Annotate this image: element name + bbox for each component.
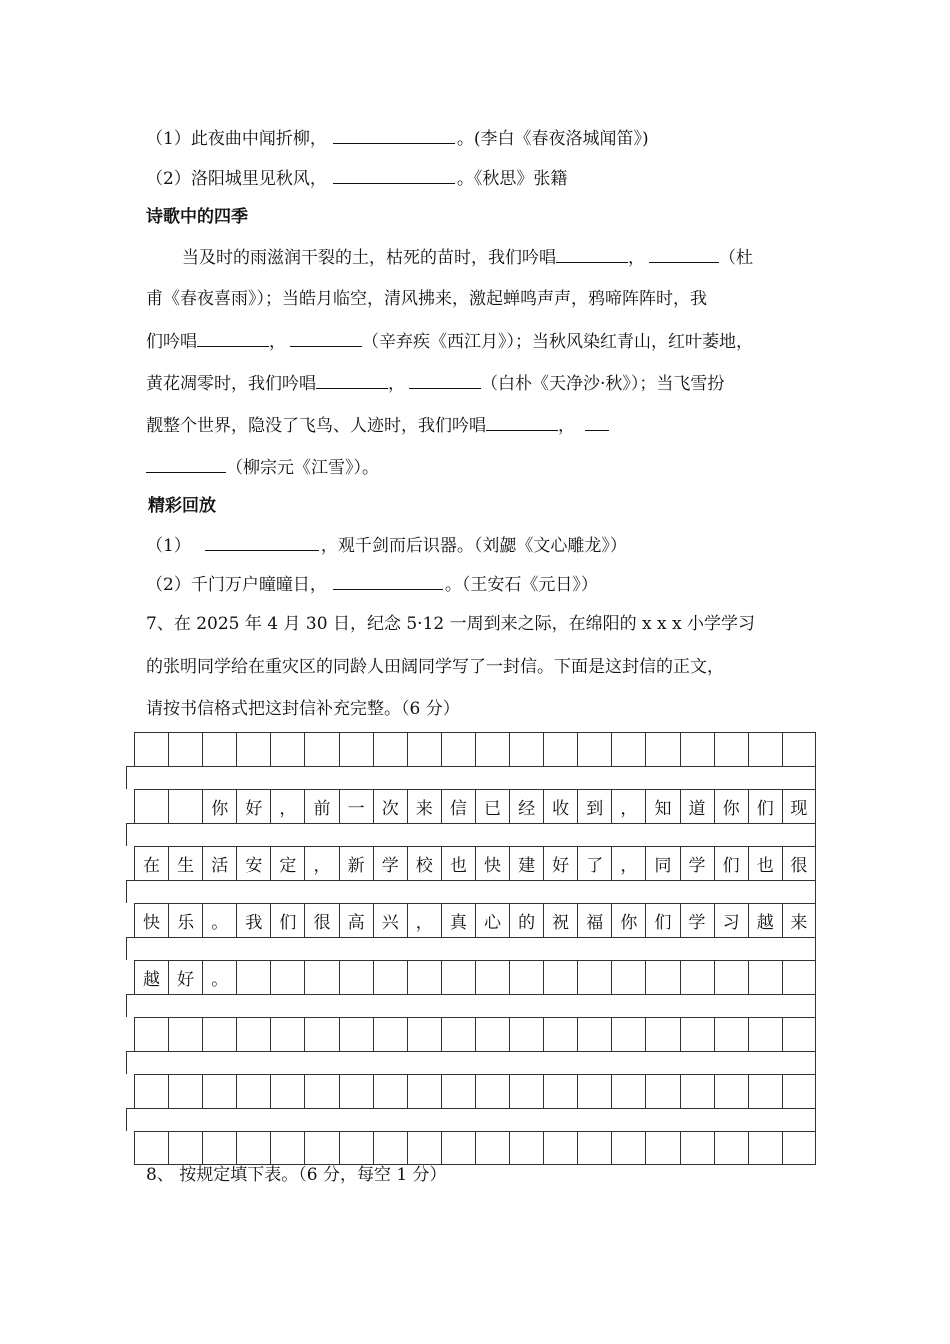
grid-cell[interactable]: [645, 732, 679, 766]
grid-cell[interactable]: [134, 789, 168, 823]
grid-cell[interactable]: [304, 960, 338, 994]
grid-cell[interactable]: [782, 732, 816, 766]
grid-cell[interactable]: [407, 960, 441, 994]
seasons-line-6: （柳宗元《江雪》）。: [146, 456, 379, 479]
grid-cell[interactable]: [680, 960, 714, 994]
answer-blank[interactable]: [585, 414, 609, 431]
grid-cell[interactable]: 的: [509, 903, 543, 937]
answer-blank[interactable]: [333, 573, 443, 590]
grid-cell[interactable]: [748, 1017, 782, 1051]
grid-cell[interactable]: [202, 1131, 236, 1165]
grid-cell[interactable]: [611, 960, 645, 994]
grid-cell[interactable]: ，: [611, 846, 645, 880]
grid-cell[interactable]: 好: [168, 960, 202, 994]
seasons-line-1: 当及时的雨滋润干裂的土，枯死的苗时，我们吟唱 ， （杜: [182, 248, 753, 268]
grid-row: [134, 789, 816, 823]
highlights-item-1: （1） ，观千剑而后识器。（刘勰《文心雕龙》）: [146, 536, 627, 556]
answer-blank[interactable]: [205, 534, 319, 551]
grid-cell[interactable]: [611, 1017, 645, 1051]
grid-cell[interactable]: 心: [475, 903, 509, 937]
grid-cell[interactable]: 生: [168, 846, 202, 880]
grid-cell[interactable]: 也: [441, 846, 475, 880]
grid-cell[interactable]: 乐: [168, 903, 202, 937]
answer-blank[interactable]: [333, 167, 455, 184]
grid-cell[interactable]: 已: [475, 789, 509, 823]
grid-cell[interactable]: [748, 1074, 782, 1108]
poem-fill-item-2-prefix: （2）洛阳城里见秋风，: [146, 169, 327, 189]
answer-blank[interactable]: [333, 127, 455, 144]
grid-cell[interactable]: [407, 732, 441, 766]
grid-cell[interactable]: 好: [543, 846, 577, 880]
grid-cell[interactable]: [270, 1074, 304, 1108]
grid-cell[interactable]: [236, 1131, 270, 1165]
grid-cell[interactable]: [714, 1131, 748, 1165]
grid-cell[interactable]: 经: [509, 789, 543, 823]
grid-cell[interactable]: [441, 1017, 475, 1051]
grid-cell[interactable]: 信: [441, 789, 475, 823]
grid-cell[interactable]: 了: [577, 846, 611, 880]
grid-cell[interactable]: [577, 1074, 611, 1108]
grid-cell[interactable]: 真: [441, 903, 475, 937]
grid-cell[interactable]: [509, 1017, 543, 1051]
grid-cell[interactable]: 来: [782, 903, 816, 937]
grid-cell[interactable]: ，: [304, 846, 338, 880]
grid-cell[interactable]: [339, 1131, 373, 1165]
grid-cell[interactable]: 。: [202, 903, 236, 937]
grid-cell[interactable]: [475, 960, 509, 994]
grid-cell[interactable]: [373, 960, 407, 994]
grid-cell[interactable]: [577, 1131, 611, 1165]
grid-cell[interactable]: [748, 960, 782, 994]
grid-cell[interactable]: 。: [202, 960, 236, 994]
answer-blank[interactable]: [409, 372, 481, 389]
grid-cell[interactable]: 好: [236, 789, 270, 823]
grid-cell[interactable]: 定: [270, 846, 304, 880]
grid-cell[interactable]: [236, 960, 270, 994]
grid-spacer-row: [126, 937, 816, 960]
grid-cell[interactable]: 也: [748, 846, 782, 880]
grid-cell[interactable]: [304, 732, 338, 766]
grid-cell[interactable]: [304, 1074, 338, 1108]
grid-cell[interactable]: 次: [373, 789, 407, 823]
answer-blank[interactable]: [197, 330, 269, 347]
grid-cell[interactable]: [543, 1131, 577, 1165]
poem-fill-item-2-source: 。《秋思》张籍: [456, 169, 568, 189]
poem-fill-item-1-prefix: （1）此夜曲中闻折柳，: [146, 129, 327, 149]
grid-row: [134, 1131, 816, 1165]
grid-cell[interactable]: 建: [509, 846, 543, 880]
grid-cell[interactable]: [475, 1074, 509, 1108]
grid-cell[interactable]: [373, 1131, 407, 1165]
grid-cell[interactable]: [270, 960, 304, 994]
grid-cell[interactable]: [339, 732, 373, 766]
highlights-item-2: （2）千门万户曈曈日， 。（王安石《元日》）: [146, 575, 598, 595]
grid-cell[interactable]: [509, 1074, 543, 1108]
letter-writing-grid: [134, 732, 816, 1165]
question-7-line-2: 的张明同学给在重灾区的同龄人田阔同学写了一封信。下面是这封信的正文，: [146, 657, 724, 677]
answer-blank[interactable]: [290, 330, 362, 347]
grid-cell[interactable]: [202, 1017, 236, 1051]
grid-cell[interactable]: 高: [339, 903, 373, 937]
grid-spacer-row: [126, 1051, 816, 1074]
grid-cell[interactable]: [577, 960, 611, 994]
grid-cell[interactable]: [134, 1017, 168, 1051]
grid-cell[interactable]: 你: [714, 789, 748, 823]
answer-blank[interactable]: [649, 246, 719, 263]
grid-cell[interactable]: [339, 1074, 373, 1108]
grid-row: [134, 960, 816, 994]
grid-cell[interactable]: [475, 1017, 509, 1051]
grid-cell[interactable]: [543, 960, 577, 994]
seasons-heading: 诗歌中的四季: [146, 207, 248, 227]
highlights-heading: 精彩回放: [148, 496, 216, 516]
grid-cell[interactable]: 学: [680, 903, 714, 937]
grid-cell[interactable]: [168, 789, 202, 823]
grid-cell[interactable]: [373, 1017, 407, 1051]
grid-cell[interactable]: 越: [748, 903, 782, 937]
grid-row: [134, 903, 816, 937]
grid-cell[interactable]: [645, 1017, 679, 1051]
grid-cell[interactable]: ，: [270, 789, 304, 823]
grid-cell[interactable]: [168, 732, 202, 766]
grid-cell[interactable]: [134, 1074, 168, 1108]
poem-fill-item-1-source: 。(李白《春夜洛城闻笛》): [456, 129, 649, 149]
grid-cell[interactable]: ，: [407, 903, 441, 937]
grid-cell[interactable]: 们: [748, 789, 782, 823]
grid-cell[interactable]: 安: [236, 846, 270, 880]
grid-cell[interactable]: [577, 1017, 611, 1051]
grid-cell[interactable]: [441, 1131, 475, 1165]
grid-cell[interactable]: 同: [645, 846, 679, 880]
grid-cell[interactable]: [611, 1074, 645, 1108]
grid-cell[interactable]: [782, 1074, 816, 1108]
grid-cell[interactable]: [441, 1074, 475, 1108]
grid-cell[interactable]: [475, 732, 509, 766]
grid-cell[interactable]: 你: [202, 789, 236, 823]
grid-cell[interactable]: [748, 1131, 782, 1165]
answer-blank[interactable]: [556, 246, 628, 263]
grid-cell[interactable]: [714, 1017, 748, 1051]
grid-cell[interactable]: [407, 1131, 441, 1165]
poem-fill-item-1: [146, 127, 649, 150]
grid-cell[interactable]: [611, 1131, 645, 1165]
grid-cell[interactable]: [543, 1017, 577, 1051]
grid-cell[interactable]: [645, 1074, 679, 1108]
answer-blank[interactable]: [146, 456, 226, 473]
grid-cell[interactable]: [645, 1131, 679, 1165]
grid-row: [134, 846, 816, 880]
grid-cell[interactable]: [339, 1017, 373, 1051]
question-7-line-3: 请按书信格式把这封信补充完整。（6 分）: [146, 699, 460, 719]
grid-cell[interactable]: [339, 960, 373, 994]
grid-cell[interactable]: 前: [304, 789, 338, 823]
grid-cell[interactable]: [645, 960, 679, 994]
grid-row: [134, 1017, 816, 1051]
seasons-line-3: 们吟唱 ， （辛弃疾《西江月》）；当秋风染红青山，红叶萎地，: [146, 332, 753, 352]
grid-cell[interactable]: 很: [782, 846, 816, 880]
grid-spacer-row: [126, 823, 816, 846]
answer-blank[interactable]: [316, 372, 388, 389]
grid-cell[interactable]: 来: [407, 789, 441, 823]
grid-cell[interactable]: [509, 732, 543, 766]
grid-spacer-row: [126, 880, 816, 903]
grid-cell[interactable]: [168, 1131, 202, 1165]
grid-cell[interactable]: [134, 732, 168, 766]
grid-cell[interactable]: 学: [373, 846, 407, 880]
grid-cell[interactable]: [236, 1074, 270, 1108]
grid-cell[interactable]: 一: [339, 789, 373, 823]
seasons-line-5: 靓整个世界，隐没了飞鸟、人迹时，我们吟唱 ，: [146, 414, 609, 437]
grid-cell[interactable]: 们: [645, 903, 679, 937]
grid-cell[interactable]: 我: [236, 903, 270, 937]
grid-cell[interactable]: [714, 960, 748, 994]
grid-row: [134, 1074, 816, 1108]
grid-cell[interactable]: [304, 1017, 338, 1051]
grid-cell[interactable]: 道: [680, 789, 714, 823]
grid-cell[interactable]: 快: [475, 846, 509, 880]
grid-cell[interactable]: 学: [680, 846, 714, 880]
grid-cell[interactable]: 们: [270, 903, 304, 937]
grid-cell[interactable]: [475, 1131, 509, 1165]
grid-cell[interactable]: [748, 732, 782, 766]
grid-cell[interactable]: [168, 1074, 202, 1108]
grid-cell[interactable]: 兴: [373, 903, 407, 937]
grid-cell[interactable]: [168, 1017, 202, 1051]
grid-cell[interactable]: [680, 1017, 714, 1051]
grid-cell[interactable]: [543, 1074, 577, 1108]
grid-cell[interactable]: [680, 732, 714, 766]
grid-cell[interactable]: 越: [134, 960, 168, 994]
grid-spacer-row: [126, 994, 816, 1017]
seasons-line-2: 甫《春夜喜雨》）；当皓月临空，清风拂来，激起蝉鸣声声，鸦啼阵阵时，我: [146, 289, 707, 309]
grid-cell[interactable]: [543, 732, 577, 766]
grid-cell[interactable]: 新: [339, 846, 373, 880]
grid-cell[interactable]: 活: [202, 846, 236, 880]
grid-cell[interactable]: [714, 1074, 748, 1108]
grid-cell[interactable]: [236, 1017, 270, 1051]
grid-cell[interactable]: [373, 732, 407, 766]
grid-cell[interactable]: [782, 1131, 816, 1165]
grid-spacer-row: [126, 1108, 816, 1131]
poem-fill-item-2: [146, 167, 567, 190]
grid-cell[interactable]: [304, 1131, 338, 1165]
grid-cell[interactable]: [134, 1131, 168, 1165]
grid-cell[interactable]: [407, 1074, 441, 1108]
grid-cell[interactable]: 收: [543, 789, 577, 823]
grid-cell[interactable]: [270, 1131, 304, 1165]
grid-cell[interactable]: 现: [782, 789, 816, 823]
grid-cell[interactable]: [714, 732, 748, 766]
grid-cell[interactable]: [611, 732, 645, 766]
grid-row: [134, 732, 816, 766]
grid-cell[interactable]: 在: [134, 846, 168, 880]
grid-cell[interactable]: [441, 960, 475, 994]
grid-cell[interactable]: [270, 732, 304, 766]
question-7-line-1: 7、在 2025 年 4 月 30 日，纪念 5·12 一周到来之际，在绵阳的 x x x 小学学习: [146, 614, 755, 634]
grid-cell[interactable]: 到: [577, 789, 611, 823]
grid-cell[interactable]: [441, 732, 475, 766]
grid-cell[interactable]: 习: [714, 903, 748, 937]
grid-cell[interactable]: [270, 1017, 304, 1051]
grid-cell[interactable]: 很: [304, 903, 338, 937]
grid-cell[interactable]: [236, 732, 270, 766]
answer-blank[interactable]: [486, 414, 558, 431]
grid-cell[interactable]: [680, 1074, 714, 1108]
grid-cell[interactable]: 们: [714, 846, 748, 880]
grid-cell[interactable]: [577, 732, 611, 766]
grid-cell[interactable]: [782, 960, 816, 994]
grid-cell[interactable]: 你: [611, 903, 645, 937]
grid-cell[interactable]: [202, 732, 236, 766]
grid-cell[interactable]: 校: [407, 846, 441, 880]
grid-cell[interactable]: 福: [577, 903, 611, 937]
grid-cell[interactable]: ，: [611, 789, 645, 823]
grid-cell[interactable]: [407, 1017, 441, 1051]
seasons-line-4: 黄花凋零时，我们吟唱 ， （白朴《天净沙·秋》）；当飞雪扮: [146, 374, 725, 394]
grid-cell[interactable]: [509, 1131, 543, 1165]
grid-cell[interactable]: [680, 1131, 714, 1165]
grid-cell[interactable]: 快: [134, 903, 168, 937]
grid-cell[interactable]: [509, 960, 543, 994]
grid-spacer-row: [126, 766, 816, 789]
grid-cell[interactable]: 祝: [543, 903, 577, 937]
grid-cell[interactable]: [782, 1017, 816, 1051]
question-8: 8、 按规定填下表。（6 分，每空 1 分）: [146, 1165, 447, 1185]
grid-cell[interactable]: [373, 1074, 407, 1108]
grid-cell[interactable]: [202, 1074, 236, 1108]
grid-cell[interactable]: 知: [645, 789, 679, 823]
